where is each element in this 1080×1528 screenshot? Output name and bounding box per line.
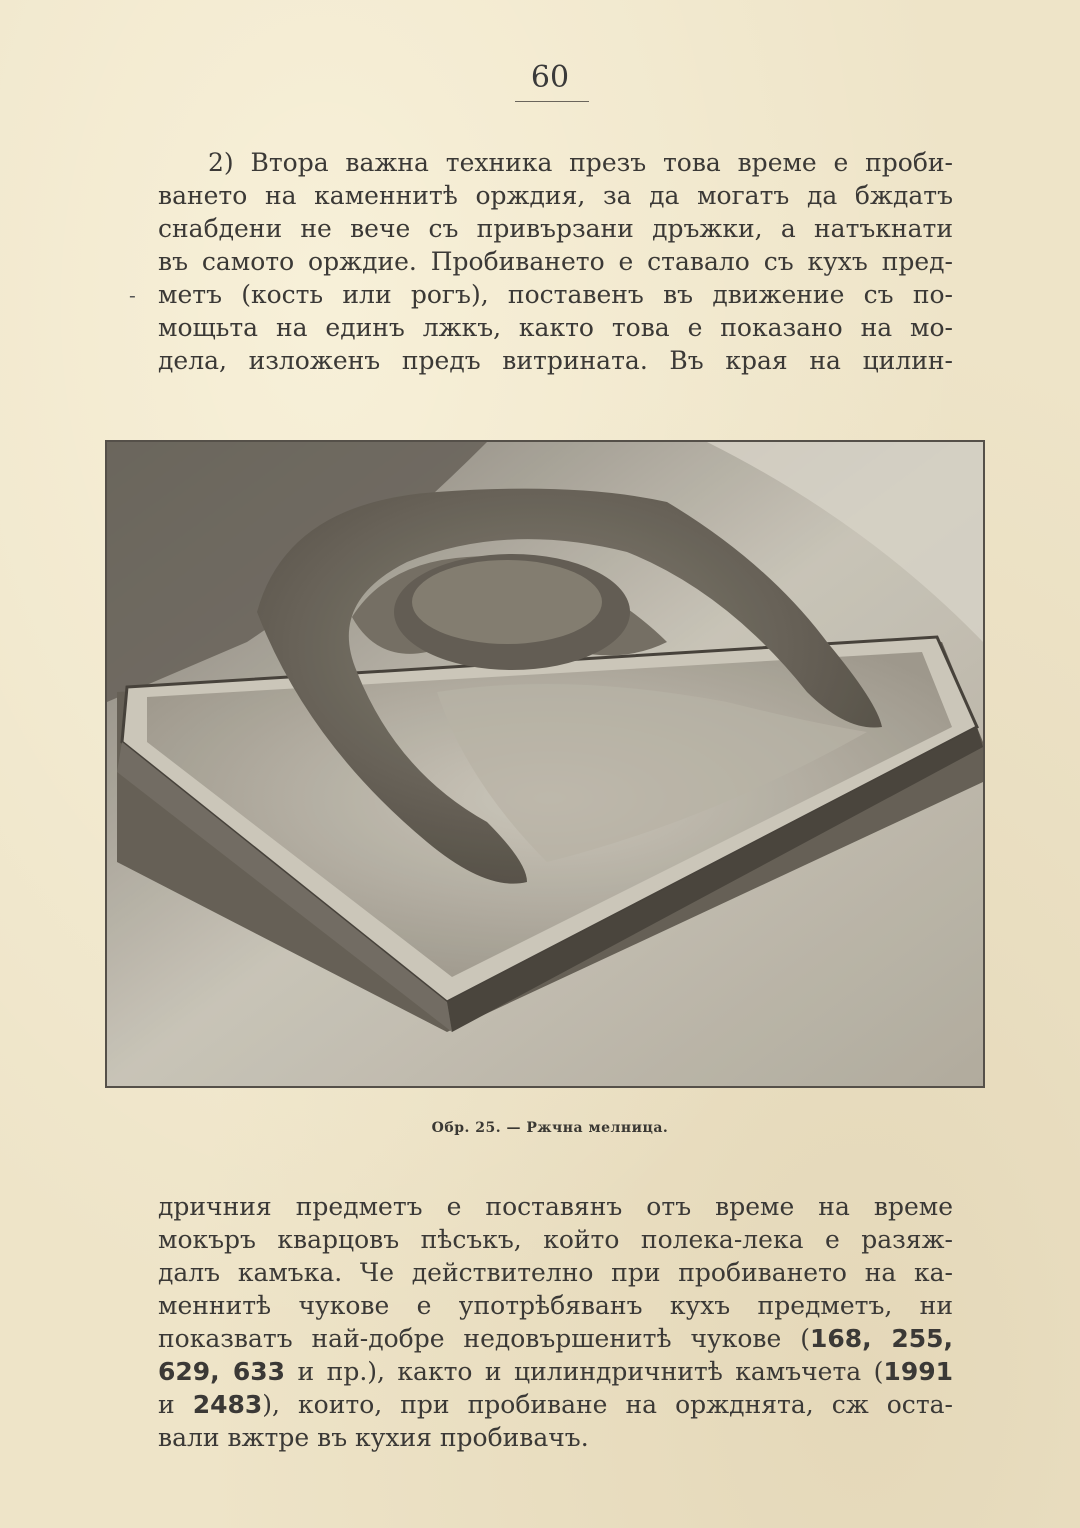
text-line-with-numbers <box>158 1322 953 1355</box>
text-line: далъ камъка. Че действително при пробиването на ка- <box>158 1258 953 1287</box>
page-number-rule <box>515 101 589 102</box>
page-number: 60 <box>530 60 570 95</box>
text-line-with-numbers <box>158 1388 953 1421</box>
hand-mill-photo <box>107 442 983 1086</box>
text-line: мощьта на единъ лжкъ, както това е показано на мо- <box>158 313 953 342</box>
catalog-numbers: 168, 255, <box>809 1324 953 1353</box>
figure-caption: Обр. 25. — Ржчна мелница. <box>431 1120 669 1136</box>
text-line: вали вжтре въ кухия пробивачъ. <box>158 1423 589 1452</box>
text-line: метъ (кость или рогъ), поставенъ въ движение съ по- <box>158 280 953 309</box>
catalog-numbers: 629, 633 <box>158 1357 286 1386</box>
text-line-with-numbers <box>158 1355 953 1388</box>
text-line: дричния предметъ е поставянъ отъ време на време <box>158 1192 953 1221</box>
figure-photo <box>105 440 985 1088</box>
text-run: и пр.), както и цилиндричнитѣ камъчета ( <box>285 1357 884 1386</box>
paragraph-top <box>158 146 953 377</box>
margin-mark: - <box>129 283 136 307</box>
text-line: мокъръ кварцовъ пѣсъкъ, който полека-лека е разяж- <box>158 1225 953 1254</box>
text-run: и <box>158 1390 193 1419</box>
text-line: дела, изложенъ предъ витрината. Въ края на цилин- <box>158 346 953 375</box>
paragraph-bottom <box>158 1190 953 1454</box>
text-line: ването на каменнитѣ орждия, за да могатъ да бждатъ <box>158 181 953 210</box>
text-line: меннитѣ чукове е употрѣбяванъ кухъ предметъ, ни <box>158 1291 953 1320</box>
text-line: снабдени не вече съ привързани дръжки, а натъкнати <box>158 214 953 243</box>
text-run: ), които, при пробиване на оржднята, сж оста- <box>262 1390 953 1419</box>
text-run: показватъ най-добре недовършенитѣ чукове ( <box>158 1324 810 1353</box>
catalog-numbers: 1991 <box>883 1357 954 1386</box>
catalog-numbers: 2483 <box>192 1390 263 1419</box>
text-line: въ самото орждие. Пробиването е ставало съ кухъ пред- <box>158 247 953 276</box>
text-line: 2) Втора важна техника презъ това време е проби- <box>208 148 953 177</box>
